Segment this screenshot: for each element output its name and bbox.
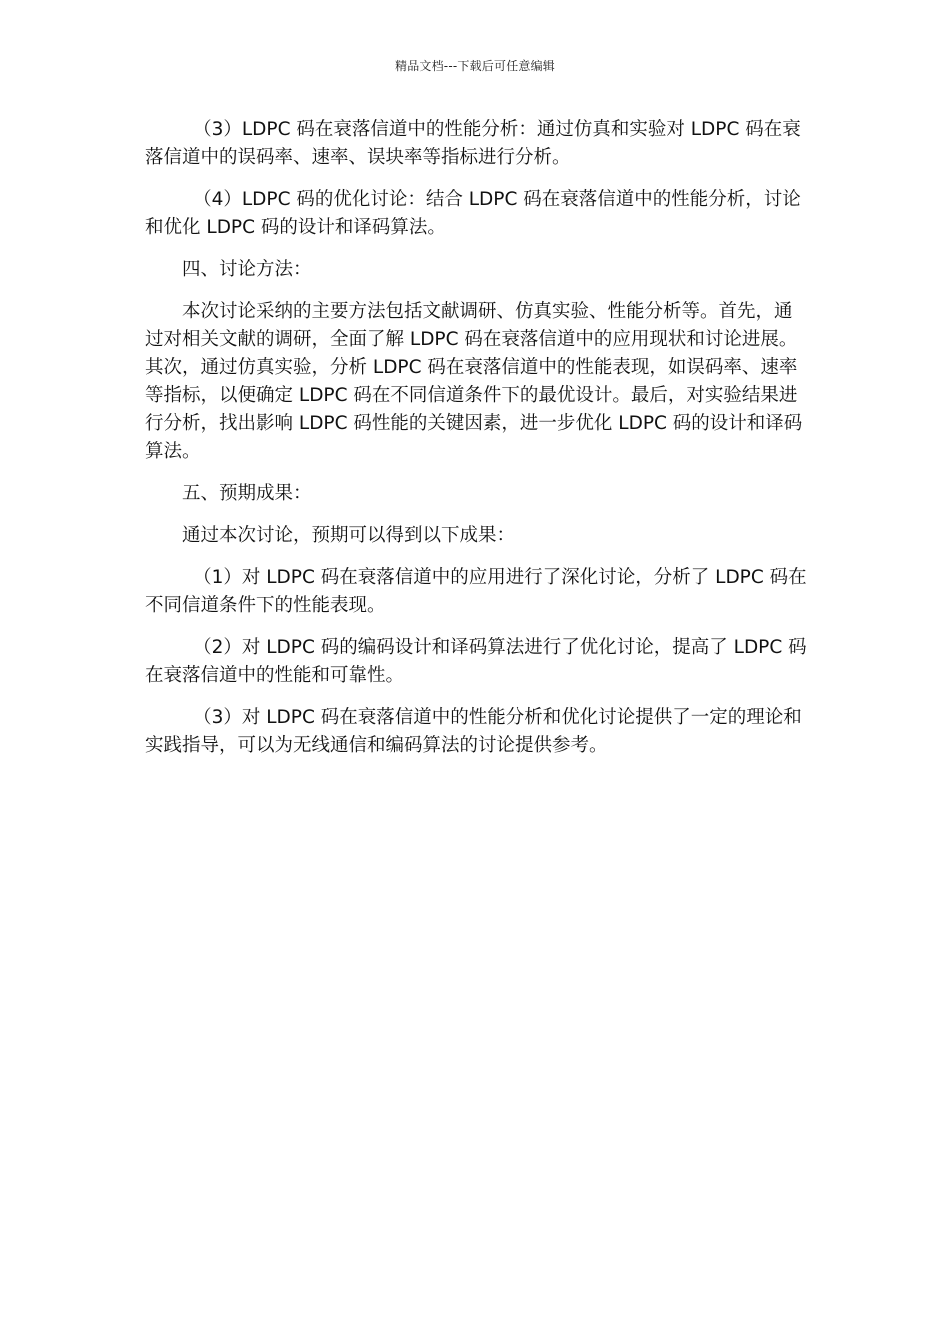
page-header: 精品文档---下载后可任意编辑	[395, 59, 555, 73]
paragraph-result-1: （1）对 LDPC 码在衰落信道中的应用进行了深化讨论，分析了 LDPC 码在不同信道条件下的性能表现。	[145, 567, 807, 616]
paragraph-item-3-analysis: （3）LDPC 码在衰落信道中的性能分析：通过仿真和实验对 LDPC 码在衰落信道中的误码率、速率、误块率等指标进行分析。	[145, 119, 801, 168]
paragraph-methods: 本次讨论采纳的主要方法包括文献调研、仿真实验、性能分析等。首先，通过对相关文献的调研，全面了解 LDPC 码在衰落信道中的应用现状和讨论进展。其次，通过仿真实验，分析 LDPC 码在衰落信道中的性能表现，如误码率、速率等指标，以便确定 LDPC 码在不同信道条件下的最优设计。最后，对实验结果进行分析，找出影响 LDPC 码性能的关键因素，进一步优化 LDPC 码的设计和译码算法。	[145, 301, 803, 462]
document-body	[145, 116, 809, 774]
paragraph-result-3: （3）对 LDPC 码在衰落信道中的性能分析和优化讨论提供了一定的理论和实践指导，可以为无线通信和编码算法的讨论提供参考。	[145, 707, 802, 756]
paragraph-item-4-optimization: （4）LDPC 码的优化讨论：结合 LDPC 码在衰落信道中的性能分析，讨论和优化 LDPC 码的设计和译码算法。	[145, 189, 801, 238]
section-heading-results: 五、预期成果：	[182, 483, 312, 504]
section-heading-methods: 四、讨论方法：	[182, 259, 312, 280]
paragraph-results-intro: 通过本次讨论，预期可以得到以下成果：	[182, 525, 516, 546]
paragraph-result-2: （2）对 LDPC 码的编码设计和译码算法进行了优化讨论，提高了 LDPC 码在衰落信道中的性能和可靠性。	[145, 637, 807, 686]
